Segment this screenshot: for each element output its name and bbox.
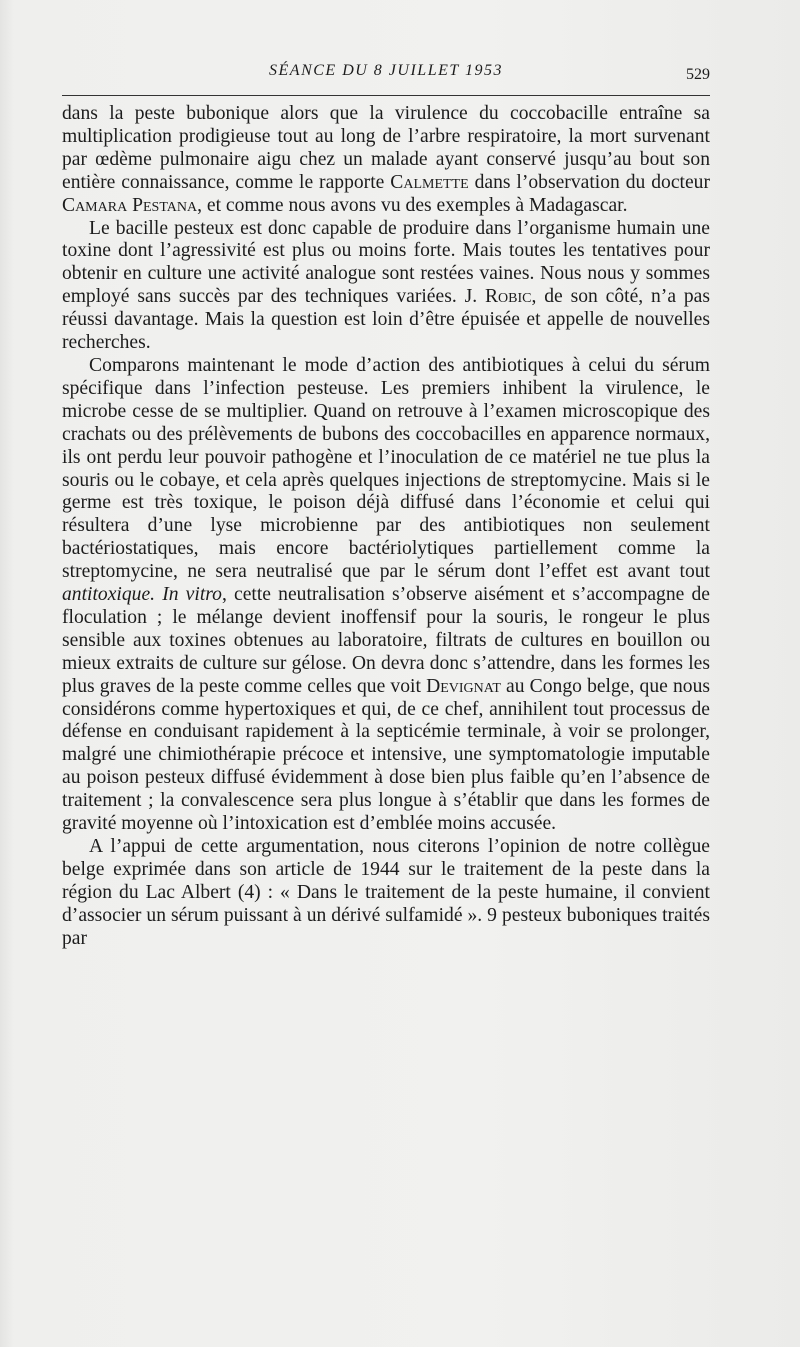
italic-text: antitoxique. In vitro	[62, 584, 222, 606]
text-run: Comparons maintenant le mode d’action des antibiotiques à celui du sérum spécifique dans l’infection pesteuse. Les premiers inhibent la virulence, le microbe cesse de se multiplier. Quand on retrouve à l’examen microscopique des crachats ou des prélèvements de bubons des coccobacilles en apparence normaux, ils ont perdu leur pouvoir pathogène et l’inoculation de ce matériel ne tue plus la souris ou le cobaye, et cela après quelques injections de streptomycine. Mais si le germe est très toxique, le poison déjà diffusé dans l’économie et celui qui résultera d’une lyse microbienne par des antibiotiques non seulement bactériostatiques, mais encore bactériolytiques partiellement comme la streptomycine, ne sera neutralisé que par le sérum dont l’effet est avant tout	[62, 354, 710, 583]
text-run: dans l’observation du docteur	[468, 171, 710, 193]
text-run: au Congo belge, que nous considérons comme hypertoxiques et qui, de ce chef, annihilent tout processus de défense en conduisant rapidement à la septicémie terminale, à voir se prolonger, malgré une chimiothérapie précoce et intensive, une symptomatologie imputable au poison pesteux diffusé évidemment à dose bien plus faible qu’en l’absence de traitement ; la convalescence sera plus longue à s’établir que dans les formes de gravité moyenne où l’intoxication est d’emblée moins accusée.	[62, 675, 710, 835]
paragraph-2	[62, 218, 710, 355]
paragraph-4	[62, 836, 710, 951]
text-run: , de son côté, n’a pas réussi davantage. Mais la question est loin d’être épuisée et appelle de nouvelles recherches.	[62, 286, 710, 354]
text-run: , et comme nous avons vu des exemples à Madagascar.	[197, 194, 628, 216]
running-head	[62, 60, 710, 90]
text-run: A l’appui de cette argumentation, nous citerons l’opinion de notre collègue belge exprimée dans son article de 1944 sur le traitement de la peste dans la région du Lac Albert (4) : « Dans le traitement de la peste humaine, il convient d’associer un sérum puissant à un dérivé sulfamidé ». 9 pesteux buboniques traités par	[62, 836, 710, 949]
author-name: Devignat	[426, 675, 501, 697]
header-rule	[62, 95, 710, 96]
author-name: Robic	[484, 286, 532, 308]
author-name: Camara Pestana	[62, 194, 198, 216]
paragraph-3	[62, 355, 710, 836]
author-name: Calmette	[390, 171, 469, 193]
body-text	[62, 103, 710, 951]
text-run: Le bacille pesteux est donc capable de produire dans l’organisme humain une toxine dont l’agressivité est plus ou moins forte. Mais toutes les tentatives pour obtenir en culture une activité analogue sont restées vaines. Nous nous y sommes employé sans succès par des techniques variées. J.	[62, 217, 710, 308]
text-run: , cette neutralisation s’observe aisément et s’accompagne de floculation ; le mélange devient inoffensif pour la souris, le rongeur le plus sensible aux toxines obtenues au laboratoire, filtrats de cultures en bouillon ou mieux extraits de culture sur gélose. On devra donc s’attendre, dans les formes les plus graves de la peste comme celles que voit	[62, 584, 710, 697]
running-head-title: SÉANCE DU 8 JUILLET 1953	[269, 62, 503, 79]
text-run: dans la peste bubonique alors que la virulence du coccobacille entraîne sa multiplication prodigieuse tout au long de l’arbre respiratoire, la mort survenant par œdème pulmonaire aigu chez un malade ayant conservé jusqu’au bout son entière connaissance, comme le rapporte	[62, 103, 710, 193]
paragraph-1	[62, 103, 710, 218]
page-number: 529	[686, 66, 710, 83]
